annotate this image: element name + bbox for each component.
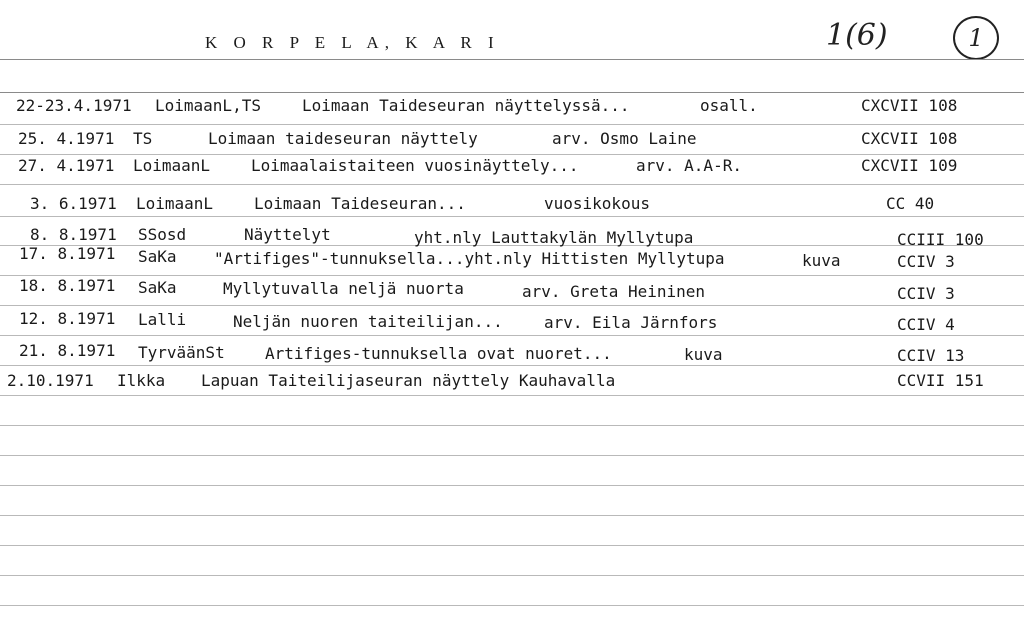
entry-date: 8. 8.1971	[30, 225, 117, 244]
entry-source: LoimaanL,TS	[155, 96, 261, 115]
rule-line	[0, 59, 1024, 60]
entry-title: Loimaan Taideseuran näyttelyssä...	[302, 96, 630, 115]
entry-source: Lalli	[138, 310, 187, 329]
entry-date: 25. 4.1971	[18, 129, 115, 148]
entry-note: osall.	[700, 96, 758, 115]
entry-source: TS	[133, 129, 153, 148]
rule-line	[0, 575, 1024, 576]
entry-ref: CCIII 100	[897, 230, 984, 249]
rule-line	[0, 92, 1024, 93]
entry-note: vuosikokous	[544, 194, 650, 213]
entry-note: arv. Eila Järnfors	[544, 313, 718, 332]
rule-line	[0, 305, 1024, 306]
rule-line	[0, 425, 1024, 426]
entry-title: Loimaan Taideseuran...	[254, 194, 466, 213]
entry-title: Neljän nuoren taiteilijan...	[233, 312, 503, 331]
rule-line	[0, 545, 1024, 546]
entry-date: 22-23.4.1971	[16, 96, 132, 115]
page-number-handwritten: 1(6)	[826, 18, 888, 53]
entry-source: Ilkka	[117, 371, 166, 390]
entry-date: 18. 8.1971	[19, 276, 116, 295]
entry-ref: CXCVII 108	[861, 129, 958, 148]
entry-title: "Artifiges"-tunnuksella...yht.nly Hittisten Myllytupa	[214, 249, 725, 268]
entry-source: SSosd	[138, 225, 187, 244]
entry-date: 27. 4.1971	[18, 156, 115, 175]
entry-note: arv. A.A-R.	[636, 156, 742, 175]
rule-line	[0, 605, 1024, 606]
entry-source: LoimaanL	[136, 194, 214, 213]
entry-date: 17. 8.1971	[19, 244, 116, 263]
entry-note: arv. Greta Heininen	[522, 282, 706, 301]
rule-line	[0, 395, 1024, 396]
entry-title: Lapuan Taiteilijaseuran näyttely Kauhavalla	[201, 371, 616, 390]
rule-line	[0, 365, 1024, 366]
entry-note: arv. Osmo Laine	[552, 129, 697, 148]
entry-ref: CCIV 3	[897, 284, 955, 303]
entry-note: kuva	[802, 251, 841, 270]
entry-ref: CCIV 4	[897, 315, 955, 334]
rule-line	[0, 515, 1024, 516]
entry-note: yht.nly Lauttakylän Myllytupa	[414, 228, 694, 247]
entry-ref: CXCVII 108	[861, 96, 958, 115]
entry-source: SaKa	[138, 278, 177, 297]
rule-line	[0, 485, 1024, 486]
entry-source: LoimaanL	[133, 156, 211, 175]
entry-ref: CCIV 3	[897, 252, 955, 271]
entry-ref: CCIV 13	[897, 346, 965, 365]
entry-date: 21. 8.1971	[19, 341, 116, 360]
entry-title: Loimaan taideseuran näyttely	[208, 129, 478, 148]
entry-date: 3. 6.1971	[30, 194, 117, 213]
entry-source: SaKa	[138, 247, 177, 266]
entry-source: TyrväänSt	[138, 343, 225, 362]
card-title: K O R P E L A, K A R I	[205, 33, 500, 52]
circled-number-handwritten: 1	[953, 16, 999, 60]
entry-title: Näyttelyt	[244, 225, 331, 244]
entry-ref: CCVII 151	[897, 371, 984, 390]
entry-date: 12. 8.1971	[19, 309, 116, 328]
rule-line	[0, 335, 1024, 336]
entry-date: 2.10.1971	[7, 371, 94, 390]
rule-line	[0, 154, 1024, 155]
entry-title: Artifiges-tunnuksella ovat nuoret...	[265, 344, 612, 363]
rule-line	[0, 275, 1024, 276]
rule-line	[0, 216, 1024, 217]
entry-title: Myllytuvalla neljä nuorta	[223, 279, 464, 298]
rule-line	[0, 124, 1024, 125]
rule-line	[0, 455, 1024, 456]
entry-note: kuva	[684, 345, 723, 364]
entry-title: Loimaalaistaiteen vuosinäyttely...	[251, 156, 579, 175]
rule-line	[0, 184, 1024, 185]
entry-ref: CXCVII 109	[861, 156, 958, 175]
entry-ref: CC 40	[886, 194, 935, 213]
